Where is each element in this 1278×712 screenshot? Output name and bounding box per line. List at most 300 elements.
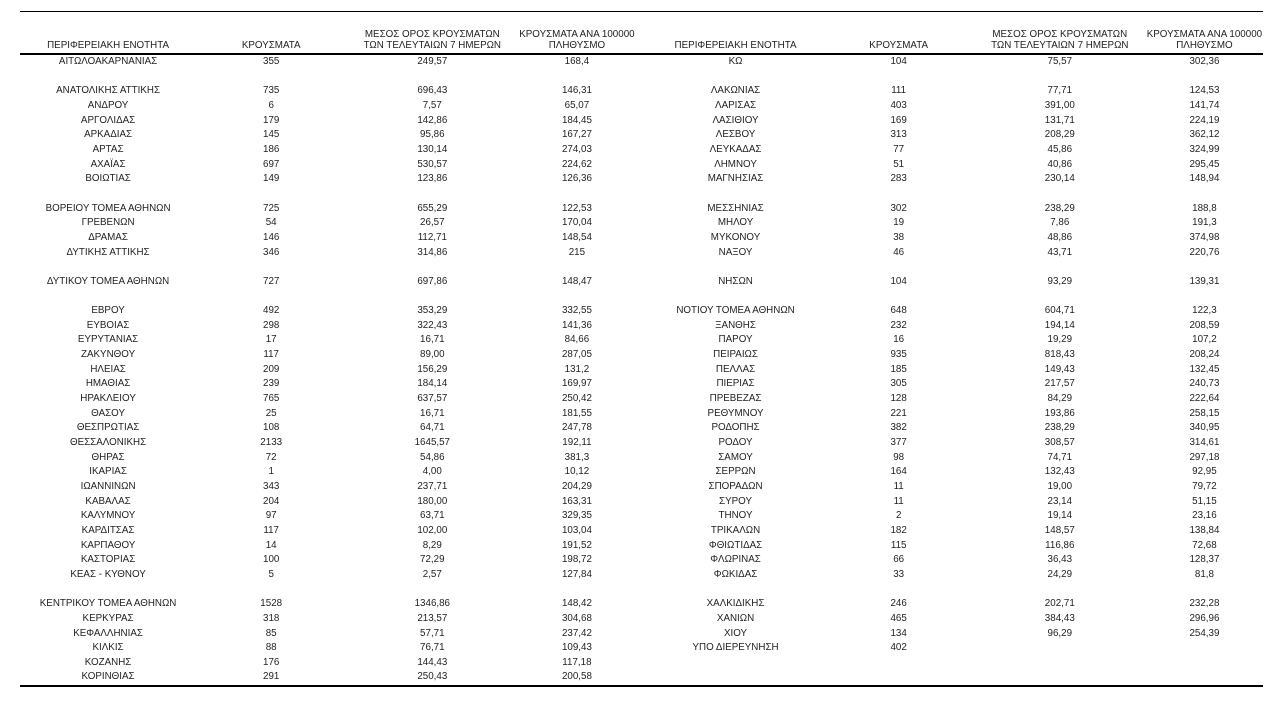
column-gap	[635, 99, 647, 114]
cell-per-100k: 374,98	[1189, 231, 1220, 243]
cell-per-100k: 208,24	[1189, 349, 1220, 361]
empty-cell	[647, 583, 823, 598]
table-row	[20, 275, 1263, 290]
cell-avg-7day: 116,86	[1045, 539, 1075, 551]
cell-avg-7day: 19,29	[1047, 334, 1073, 346]
cell-region-name: ΧΑΝΙΩΝ	[716, 612, 755, 624]
cell-cases: 377	[890, 437, 907, 448]
cell-region-name: ΣΑΜΟΥ	[718, 451, 753, 463]
cell-avg-7day: 238,29	[1044, 202, 1075, 214]
cell-avg-7day: 696,43	[417, 85, 448, 97]
cell-cases: 100	[263, 554, 280, 566]
cell-cases: 19	[893, 217, 905, 229]
empty-cell	[346, 187, 518, 202]
cell-per-100k: 191,3	[1192, 217, 1217, 229]
cell-cases: 182	[890, 524, 907, 536]
column-gap	[635, 289, 647, 304]
cell-region-name: ΛΑΡΙΣΑΣ	[715, 99, 757, 111]
cell-cases: 169	[890, 114, 907, 126]
empty-cell	[974, 656, 1146, 671]
empty-cell	[824, 70, 974, 85]
cell-avg-7day: 697,86	[417, 275, 448, 287]
cell-avg-7day: 149,43	[1044, 363, 1075, 375]
cell-avg-7day: 208,29	[1044, 129, 1075, 141]
table-row	[20, 392, 1263, 407]
cell-cases: 164	[890, 466, 907, 478]
cell-per-100k: 274,03	[561, 143, 592, 155]
column-gap	[635, 304, 647, 319]
cell-avg-7day: 237,71	[417, 480, 448, 492]
cell-region-name: ΠΕΛΛΑΣ	[715, 363, 756, 375]
cell-region-name: ΔΥΤΙΚΗΣ ΑΤΤΙΚΗΣ	[66, 246, 150, 258]
cell-per-100k: 148,47	[561, 275, 592, 287]
column-gap	[635, 392, 647, 407]
cell-avg-7day: 26,57	[420, 217, 445, 229]
column-gap	[635, 451, 647, 466]
table-row	[20, 656, 1263, 671]
cell-cases: 648	[890, 305, 907, 317]
cell-avg-7day: 84,29	[1047, 393, 1073, 405]
table-row	[20, 319, 1263, 334]
cell-avg-7day: 77,71	[1047, 85, 1073, 97]
cell-per-100k: 65,07	[564, 99, 590, 111]
cell-per-100k: 139,31	[1189, 275, 1220, 287]
cell-per-100k: 191,52	[561, 539, 592, 551]
cell-per-100k: 188,8	[1192, 202, 1217, 214]
cell-avg-7day: 76,71	[420, 642, 445, 654]
cell-cases: 17	[265, 334, 277, 346]
cell-cases: 346	[263, 246, 280, 258]
empty-cell	[518, 289, 635, 304]
empty-cell	[647, 260, 823, 275]
column-gap	[635, 260, 647, 275]
column-gap	[635, 583, 647, 598]
empty-cell	[346, 70, 518, 85]
empty-cell	[196, 583, 346, 598]
empty-cell	[824, 583, 974, 598]
table-row	[20, 451, 1263, 466]
cell-region-name: ΑΡΓΟΛΙΔΑΣ	[80, 114, 136, 126]
cell-cases: 735	[263, 85, 280, 97]
column-gap	[635, 641, 647, 656]
cell-cases: 98	[893, 451, 905, 463]
report-sheet	[20, 0, 1263, 712]
cell-region-name: ΗΡΑΚΛΕΙΟΥ	[80, 393, 136, 405]
cell-per-100k: 181,55	[561, 407, 592, 419]
cell-region-name: ΡΟΔΟΠΗΣ	[711, 422, 760, 434]
cell-region-name: ΘΗΡΑΣ	[91, 451, 125, 463]
cell-avg-7day: 102,00	[417, 524, 448, 536]
cell-region-name: ΖΑΚΥΝΘΟΥ	[81, 349, 136, 361]
cell-cases: 204	[263, 495, 280, 507]
column-gap	[635, 539, 647, 554]
cell-per-100k: 141,36	[561, 319, 592, 331]
cell-region-name: ΝΗΣΩΝ	[718, 275, 753, 287]
cell-per-100k: 51,15	[1192, 495, 1217, 507]
cell-avg-7day: 604,71	[1044, 305, 1075, 317]
cell-avg-7day: 36,43	[1047, 554, 1073, 566]
table-row	[20, 407, 1263, 422]
cell-cases: 382	[890, 422, 907, 434]
cell-per-100k	[1146, 641, 1263, 656]
cell-avg-7day: 156,29	[417, 363, 448, 375]
cell-avg-7day: 193,86	[1044, 407, 1075, 419]
cell-per-100k: 148,54	[561, 231, 592, 243]
cell-per-100k: 126,36	[561, 173, 592, 185]
cell-cases: 145	[263, 129, 280, 141]
cell-region-name: ΚΑΡΠΑΘΟΥ	[80, 539, 136, 551]
cell-region-name: ΧΑΛΚΙΔΙΚΗΣ	[706, 598, 765, 610]
column-gap	[635, 128, 647, 143]
empty-cell	[647, 187, 823, 202]
column-gap	[635, 612, 647, 627]
cell-avg-7day: 40,86	[1047, 158, 1073, 170]
empty-cell	[196, 289, 346, 304]
cell-cases: 16	[893, 334, 905, 346]
table-row	[20, 436, 1263, 451]
cell-region-name: ΚΕΡΚΥΡΑΣ	[82, 612, 134, 624]
cell-cases: 5	[268, 568, 274, 580]
column-gap	[635, 114, 647, 129]
empty-cell	[974, 583, 1146, 598]
cell-cases: 117	[263, 524, 279, 536]
cell-avg-7day: 144,43	[417, 656, 448, 668]
cell-avg-7day: 19,14	[1047, 510, 1073, 522]
empty-cell	[20, 187, 196, 202]
cell-cases: 209	[263, 363, 280, 375]
cell-cases: 117	[263, 349, 279, 361]
column-gap	[635, 553, 647, 568]
empty-cell	[518, 70, 635, 85]
cell-avg-7day: 322,43	[417, 319, 448, 331]
cell-per-100k: 10,12	[564, 466, 590, 478]
table-row	[20, 246, 1263, 261]
table-row	[20, 143, 1263, 158]
table-row	[20, 465, 1263, 480]
cell-region-name: ΜΑΓΝΗΣΙΑΣ	[707, 173, 764, 185]
cell-cases: 935	[890, 349, 907, 361]
column-gap	[635, 231, 647, 246]
cell-cases: 302	[890, 202, 907, 214]
cell-per-100k: 132,45	[1189, 363, 1220, 375]
empty-cell	[346, 583, 518, 598]
cell-per-100k: 287,05	[561, 349, 592, 361]
cell-avg-7day: 23,14	[1047, 495, 1073, 507]
column-gap	[635, 495, 647, 510]
cell-cases: 2	[895, 510, 902, 522]
cell-region-name: ΑΙΤΩΛΟΑΚΑΡΝΑΝΙΑΣ	[58, 56, 158, 67]
cell-region-name: ΓΡΕΒΕΝΩΝ	[81, 217, 135, 229]
cell-region-name: ΛΕΥΚΑΔΑΣ	[709, 143, 762, 155]
cell-avg-7day: 16,71	[420, 334, 445, 346]
cell-avg-7day: 353,29	[417, 305, 448, 317]
cell-region-name: ΚΕΝΤΡΙΚΟΥ ΤΟΜΕΑ ΑΘΗΝΩΝ	[39, 598, 177, 610]
column-header-region: ΠΕΡΙΦΕΡΕΙΑΚΗ ΕΝΟΤΗΤΑ	[647, 29, 823, 54]
column-gap	[635, 377, 647, 392]
cell-per-100k: 72,68	[1192, 539, 1217, 551]
cell-cases: 1	[268, 466, 274, 478]
empty-cell	[196, 70, 346, 85]
cell-avg-7day: 89,00	[420, 349, 445, 361]
cell-per-100k: 138,84	[1189, 524, 1220, 536]
cell-region-name: ΠΡΕΒΕΖΑΣ	[709, 393, 762, 405]
cell-region-name: ΒΟΡΕΙΟΥ ΤΟΜΕΑ ΑΘΗΝΩΝ	[45, 202, 171, 214]
cell-per-100k: 128,37	[1189, 554, 1220, 566]
cell-per-100k: 254,39	[1189, 627, 1220, 639]
empty-cell	[974, 289, 1146, 304]
column-gap	[635, 246, 647, 261]
cell-per-100k: 84,66	[564, 334, 590, 346]
cell-region-name: ΛΗΜΝΟΥ	[714, 158, 757, 170]
empty-cell	[1146, 656, 1263, 671]
cell-avg-7day: 213,57	[417, 612, 448, 624]
cell-cases: 179	[263, 114, 280, 126]
column-gap	[635, 436, 647, 451]
cell-region-name: ΗΜΑΘΙΑΣ	[85, 378, 131, 390]
cell-cases: 14	[265, 539, 277, 551]
table-row	[20, 641, 1263, 656]
cell-avg-7day: 7,57	[422, 99, 442, 111]
column-header-avg-7day: ΜΕΣΟΣ ΟΡΟΣ ΚΡΟΥΣΜΑΤΩΝ ΤΩΝ ΤΕΛΕΥΤΑΙΩΝ 7 ΗΜΕΡΩΝ	[346, 29, 518, 54]
cell-per-100k: 220,76	[1189, 246, 1220, 258]
cell-per-100k: 167,27	[561, 129, 592, 141]
table-row	[20, 348, 1263, 363]
cell-avg-7day: 132,43	[1044, 466, 1075, 478]
empty-cell	[1146, 187, 1263, 202]
cell-cases: 697	[263, 158, 280, 170]
cell-region-name: ΦΛΩΡΙΝΑΣ	[710, 554, 761, 566]
top-rule	[20, 11, 1263, 12]
column-gap	[635, 275, 647, 290]
cell-per-100k: 81,8	[1194, 568, 1214, 580]
cell-per-100k: 295,45	[1189, 158, 1220, 170]
cell-cases: 725	[263, 202, 280, 214]
empty-cell	[20, 70, 196, 85]
cell-cases: 54	[265, 217, 277, 229]
cell-per-100k: 122,3	[1192, 305, 1217, 317]
column-gap	[635, 407, 647, 422]
cell-region-name: ΛΑΣΙΘΙΟΥ	[712, 114, 759, 126]
table-row	[20, 363, 1263, 378]
cell-region-name: ΙΚΑΡΙΑΣ	[89, 466, 127, 478]
empty-cell	[1146, 289, 1263, 304]
empty-cell	[824, 187, 974, 202]
column-gap	[635, 187, 647, 202]
cell-avg-7day: 24,29	[1047, 568, 1073, 580]
table-row	[20, 216, 1263, 231]
cell-per-100k: 362,12	[1189, 129, 1220, 141]
cell-cases: 232	[890, 319, 907, 331]
table-row	[20, 54, 1263, 70]
table-row	[20, 539, 1263, 554]
cell-avg-7day: 96,29	[1047, 627, 1073, 639]
cell-per-100k: 168,4	[564, 56, 590, 67]
cell-avg-7day: 194,14	[1044, 319, 1075, 331]
table-row	[20, 304, 1263, 319]
cell-per-100k: 79,72	[1192, 480, 1217, 492]
cell-avg-7day: 250,43	[417, 671, 448, 683]
empty-cell	[20, 289, 196, 304]
cell-per-100k: 258,15	[1189, 407, 1220, 419]
empty-cell	[647, 656, 823, 671]
table-row	[20, 627, 1263, 642]
column-gap	[635, 216, 647, 231]
column-header-per-100k: ΚΡΟΥΣΜΑΤΑ ΑΝΑ 100000 ΠΛΗΘΥΣΜΟ	[518, 29, 635, 54]
cell-region-name: ΚΑΒΑΛΑΣ	[85, 495, 131, 507]
cell-region-name: ΚΙΛΚΙΣ	[92, 642, 124, 654]
cell-avg-7day: 148,57	[1044, 524, 1075, 536]
regional-cases-table	[20, 29, 1263, 687]
column-gap	[635, 465, 647, 480]
column-gap	[635, 421, 647, 436]
cell-region-name: ΚΟΖΑΝΗΣ	[84, 656, 132, 668]
cell-cases: 765	[263, 393, 280, 405]
cell-per-100k: 92,95	[1192, 466, 1217, 478]
cell-region-name: ΣΠΟΡΑΔΩΝ	[708, 480, 763, 492]
cell-cases: 146	[263, 231, 280, 243]
table-row	[20, 612, 1263, 627]
cell-region-name: ΠΑΡΟΥ	[718, 334, 753, 346]
cell-cases: 403	[890, 99, 907, 111]
cell-region-name: ΒΟΙΩΤΙΑΣ	[85, 173, 131, 185]
cell-region-name: ΚΕΦΑΛΛΗΝΙΑΣ	[73, 627, 143, 639]
table-row	[20, 231, 1263, 246]
cell-per-100k: 247,78	[561, 422, 592, 434]
cell-region-name: ΔΡΑΜΑΣ	[88, 231, 128, 243]
cell-avg-7day: 57,71	[420, 627, 445, 639]
cell-avg-7day: 202,71	[1044, 598, 1075, 610]
cell-cases: 88	[265, 642, 277, 654]
cell-region-name: ΦΘΙΩΤΙΔΑΣ	[708, 539, 763, 551]
cell-cases: 313	[890, 129, 907, 141]
cell-cases: 186	[263, 143, 280, 155]
cell-region-name: ΜΕΣΣΗΝΙΑΣ	[707, 202, 764, 214]
cell-avg-7day: 131,71	[1044, 114, 1075, 126]
cell-per-100k: 148,94	[1189, 173, 1220, 185]
empty-cell	[647, 670, 823, 686]
column-header-cases: ΚΡΟΥΣΜΑΤΑ	[824, 29, 974, 54]
table-row	[20, 670, 1263, 686]
empty-cell	[518, 583, 635, 598]
cell-avg-7day: 217,57	[1044, 378, 1075, 390]
cell-per-100k: 117,18	[562, 656, 592, 668]
table-row	[20, 202, 1263, 217]
cell-avg-7day: 16,71	[420, 407, 445, 419]
cell-cases: 51	[893, 158, 905, 170]
cell-region-name: ΣΕΡΡΩΝ	[715, 466, 756, 478]
cell-per-100k: 250,42	[561, 393, 592, 405]
spacer-row	[20, 70, 1263, 85]
cell-cases: 343	[263, 480, 280, 492]
cell-avg-7day: 391,00	[1044, 99, 1075, 111]
cell-cases: 104	[890, 275, 907, 287]
cell-avg-7day: 2,57	[422, 568, 442, 580]
table-body	[20, 54, 1263, 686]
cell-per-100k: 240,73	[1189, 378, 1220, 390]
table-header	[20, 29, 1263, 54]
empty-cell	[1146, 260, 1263, 275]
cell-region-name: ΘΕΣΠΡΩΤΙΑΣ	[76, 422, 140, 434]
empty-cell	[20, 260, 196, 275]
column-gap	[635, 202, 647, 217]
column-gap	[635, 333, 647, 348]
cell-region-name: ΞΑΝΘΗΣ	[715, 319, 756, 331]
cell-per-100k: 381,3	[564, 451, 590, 463]
cell-per-100k: 297,18	[1189, 451, 1220, 463]
cell-avg-7day: 45,86	[1047, 143, 1073, 155]
column-gap	[635, 348, 647, 363]
column-gap	[635, 670, 647, 686]
cell-region-name: ΙΩΑΝΝΙΝΩΝ	[80, 480, 136, 492]
cell-cases: 1528	[260, 598, 283, 610]
cell-avg-7day: 75,57	[1047, 56, 1073, 67]
cell-cases: 246	[890, 598, 907, 610]
cell-avg-7day: 130,14	[417, 143, 448, 155]
cell-per-100k: 208,59	[1189, 319, 1220, 331]
cell-region-name: ΥΠΟ ΔΙΕΡΕΥΝΗΣΗ	[692, 642, 779, 654]
cell-cases: 298	[263, 319, 280, 331]
cell-per-100k: 124,53	[1189, 85, 1220, 97]
cell-avg-7day: 95,86	[420, 129, 445, 141]
column-gap	[635, 656, 647, 671]
cell-per-100k: 314,61	[1189, 437, 1220, 448]
cell-region-name: ΚΟΡΙΝΘΙΑΣ	[81, 671, 135, 683]
cell-region-name: ΛΕΣΒΟΥ	[715, 129, 756, 141]
cell-cases: 72	[265, 451, 277, 463]
cell-avg-7day: 64,71	[420, 422, 445, 434]
header-row	[20, 29, 1263, 54]
cell-per-100k: 296,96	[1189, 612, 1220, 624]
cell-avg-7day: 308,57	[1044, 437, 1075, 448]
cell-cases: 149	[263, 173, 280, 185]
cell-region-name: ΦΩΚΙΔΑΣ	[713, 568, 758, 580]
empty-cell	[1146, 583, 1263, 598]
cell-cases: 727	[263, 275, 280, 287]
cell-avg-7day: 180,00	[417, 495, 448, 507]
cell-region-name: ΕΒΡΟΥ	[91, 305, 125, 317]
cell-region-name: ΤΗΝΟΥ	[718, 510, 753, 522]
table-row	[20, 172, 1263, 187]
cell-per-100k: 170,04	[561, 217, 592, 229]
cell-per-100k: 329,35	[561, 510, 592, 522]
cell-region-name: ΜΥΚΟΝΟΥ	[710, 231, 761, 243]
cell-region-name: ΕΥΡΥΤΑΝΙΑΣ	[77, 334, 139, 346]
column-gap	[635, 509, 647, 524]
cell-cases: 111	[891, 85, 907, 97]
cell-region-name: ΚΩ	[728, 56, 743, 67]
table-row	[20, 158, 1263, 173]
cell-avg-7day: 48,86	[1047, 231, 1073, 243]
cell-avg-7day: 142,86	[417, 114, 448, 126]
cell-cases: 176	[263, 656, 280, 668]
cell-cases: 97	[265, 510, 277, 522]
column-gap	[635, 29, 647, 54]
cell-avg-7day: 238,29	[1044, 422, 1075, 434]
cell-avg-7day: 54,86	[420, 451, 445, 463]
column-gap	[635, 143, 647, 158]
cell-region-name: ΧΙΟΥ	[723, 627, 748, 639]
empty-cell	[20, 583, 196, 598]
cell-per-100k: 304,68	[561, 612, 592, 624]
cell-avg-7day: 655,29	[417, 202, 448, 214]
cell-per-100k: 332,55	[561, 305, 592, 317]
cell-avg-7day	[974, 641, 1146, 656]
table-row	[20, 509, 1263, 524]
empty-cell	[647, 289, 823, 304]
cell-region-name: ΚΑΛΥΜΝΟΥ	[80, 510, 136, 522]
empty-cell	[518, 187, 635, 202]
cell-per-100k: 215	[568, 246, 586, 258]
